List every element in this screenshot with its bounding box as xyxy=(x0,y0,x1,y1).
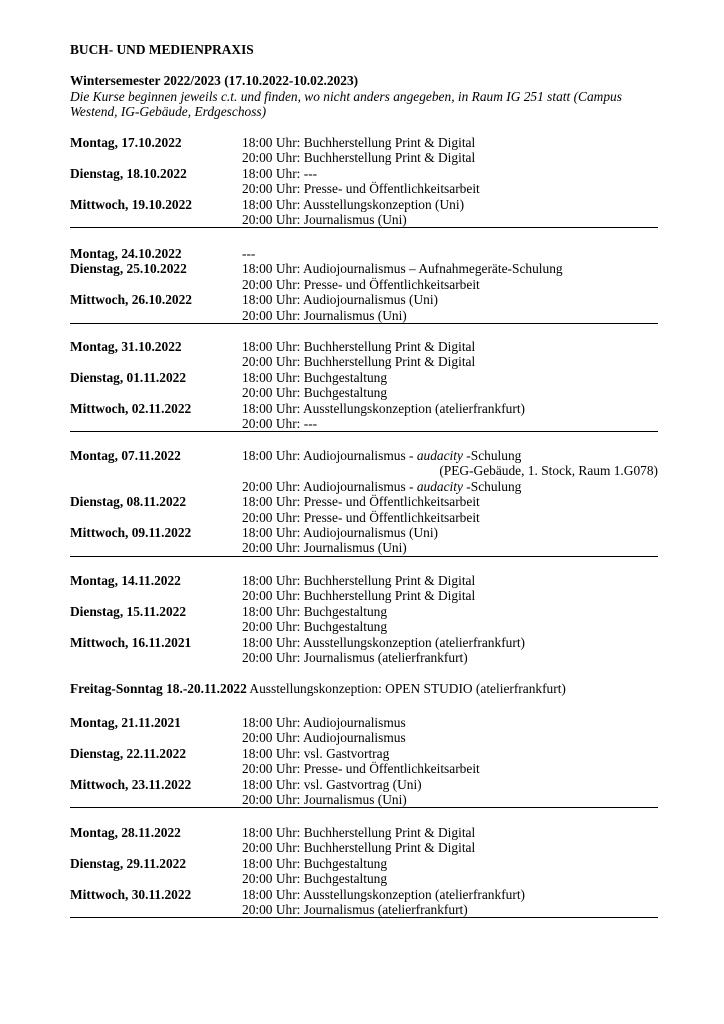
course-entry: 20:00 Uhr: Journalismus (Uni) xyxy=(242,212,407,228)
course-entry: 20:00 Uhr: Journalismus (Uni) xyxy=(242,540,407,556)
day-label: Mittwoch, 09.11.2022 xyxy=(70,525,192,541)
day-label: Montag, 17.10.2022 xyxy=(70,135,182,150)
course-entry: 20:00 Uhr: Presse- und Öffentlichkeitsarbeit xyxy=(242,509,480,525)
course-entry: 20:00 Uhr: --- xyxy=(242,416,318,432)
day-label: Mittwoch, 02.11.2022 xyxy=(70,400,192,416)
course-entry: 20:00 Uhr: Audiojournalismus xyxy=(242,730,406,746)
course-entry: 18:00 Uhr: Buchherstellung Print & Digital xyxy=(242,573,476,588)
special-event-line xyxy=(70,681,566,696)
day-entries xyxy=(242,825,658,856)
course-entry: 18:00 Uhr: Ausstellungskonzeption (atelierfrankfurt) xyxy=(242,634,525,650)
day-entries xyxy=(242,339,658,370)
week-block xyxy=(70,825,658,918)
week-block xyxy=(70,573,658,665)
course-entry: 18:00 Uhr: Buchherstellung Print & Digital xyxy=(242,135,476,150)
day-row xyxy=(70,746,658,777)
location-note: (PEG-Gebäude, 1. Stock, Raum 1.G078) xyxy=(439,463,658,479)
course-entry: 20:00 Uhr: Presse- und Öffentlichkeitsarbeit xyxy=(242,276,480,292)
course-entry: 20:00 Uhr: Buchherstellung Print & Digital xyxy=(242,150,476,166)
course-entry: 18:00 Uhr: Ausstellungskonzeption (Uni) xyxy=(242,196,465,212)
course-entry: 18:00 Uhr: vsl. Gastvortrag xyxy=(242,745,390,761)
course-entry: 20:00 Uhr: Presse- und Öffentlichkeitsarbeit xyxy=(242,761,480,777)
course-entry: 18:00 Uhr: Buchherstellung Print & Digital xyxy=(242,825,476,840)
day-row xyxy=(70,777,658,808)
day-entries xyxy=(242,401,658,432)
day-label: Dienstag, 15.11.2022 xyxy=(70,603,187,619)
day-entries xyxy=(242,448,658,494)
day-entries xyxy=(242,856,658,887)
day-label: Mittwoch, 30.11.2022 xyxy=(70,886,192,902)
course-entry xyxy=(242,448,658,463)
course-entry: 18:00 Uhr: --- xyxy=(242,165,318,181)
course-entry xyxy=(242,479,658,494)
day-label: Mittwoch, 26.10.2022 xyxy=(70,292,192,308)
day-entries xyxy=(242,135,658,166)
course-entry: 18:00 Uhr: Buchgestaltung xyxy=(242,855,388,871)
day-entries xyxy=(242,166,658,197)
course-note: Die Kurse beginnen jeweils c.t. und finden, wo nicht anders angegeben, in Raum IG 251 statt (Campus Westend, IG-Gebäude, Erdgeschoss) xyxy=(70,89,622,120)
day-row xyxy=(70,401,658,432)
course-entry-suffix: -Schulung xyxy=(462,448,522,463)
course-entry: 18:00 Uhr: Audiojournalismus xyxy=(242,715,406,730)
day-entries xyxy=(242,370,658,401)
course-entry: 18:00 Uhr: Ausstellungskonzeption (atelierfrankfurt) xyxy=(242,886,525,902)
week-block xyxy=(70,715,658,808)
course-entry: 20:00 Uhr: Buchherstellung Print & Digital xyxy=(242,840,476,856)
day-entries xyxy=(242,604,658,635)
day-row xyxy=(70,370,658,401)
day-row xyxy=(70,825,658,856)
course-entry: 20:00 Uhr: Journalismus (Uni) xyxy=(242,307,407,323)
course-entry: 18:00 Uhr: Presse- und Öffentlichkeitsarbeit xyxy=(242,494,480,510)
day-row xyxy=(70,135,658,166)
course-entry: 20:00 Uhr: Buchgestaltung xyxy=(242,385,388,401)
course-entry: 18:00 Uhr: Audiojournalismus (Uni) xyxy=(242,292,439,308)
day-row xyxy=(70,261,658,292)
course-entry-software: audacity xyxy=(416,448,463,463)
course-entry: 20:00 Uhr: Presse- und Öffentlichkeitsarbeit xyxy=(242,181,480,197)
course-entry: 18:00 Uhr: vsl. Gastvortrag (Uni) xyxy=(242,776,422,792)
course-entry: 20:00 Uhr: Buchgestaltung xyxy=(242,619,388,635)
day-entries xyxy=(242,246,658,261)
day-entries xyxy=(242,261,658,292)
day-row xyxy=(70,197,658,228)
day-row xyxy=(70,166,658,197)
day-row xyxy=(70,525,658,556)
course-entry: --- xyxy=(242,246,256,261)
day-row xyxy=(70,856,658,887)
day-label: Dienstag, 22.11.2022 xyxy=(70,745,187,761)
course-entry-text: 20:00 Uhr: Audiojournalismus - xyxy=(242,478,417,494)
day-entries xyxy=(242,292,658,323)
day-entries xyxy=(242,777,658,808)
semester-heading: Wintersemester 2022/2023 (17.10.2022-10.02.2023) xyxy=(70,73,359,88)
course-entry: 20:00 Uhr: Buchgestaltung xyxy=(242,871,388,887)
day-label: Dienstag, 18.10.2022 xyxy=(70,165,187,181)
special-event-date: Freitag-Sonntag 18.-20.11.2022 xyxy=(70,681,247,696)
special-event-text: Ausstellungskonzeption: OPEN STUDIO (atelierfrankfurt) xyxy=(246,681,566,696)
day-entries xyxy=(242,715,658,746)
day-entries xyxy=(242,197,658,228)
course-entry: 20:00 Uhr: Journalismus (Uni) xyxy=(242,792,407,808)
day-row xyxy=(70,494,658,525)
course-entry-suffix: -Schulung xyxy=(462,478,522,494)
day-entries xyxy=(242,887,658,918)
day-label: Mittwoch, 23.11.2022 xyxy=(70,776,192,792)
day-label: Mittwoch, 19.10.2022 xyxy=(70,196,192,212)
day-label: Dienstag, 25.10.2022 xyxy=(70,261,187,277)
day-label: Dienstag, 29.11.2022 xyxy=(70,855,187,871)
day-label: Montag, 28.11.2022 xyxy=(70,825,181,840)
course-entry: 20:00 Uhr: Journalismus (atelierfrankfurt) xyxy=(242,650,468,666)
course-entry: 20:00 Uhr: Buchherstellung Print & Digital xyxy=(242,354,476,370)
day-label: Mittwoch, 16.11.2021 xyxy=(70,634,192,650)
day-row xyxy=(70,887,658,918)
day-entries xyxy=(242,635,658,666)
day-label: Montag, 14.11.2022 xyxy=(70,573,181,588)
day-label: Montag, 07.11.2022 xyxy=(70,448,181,463)
week-block xyxy=(70,246,658,324)
course-entry-software: audacity xyxy=(416,478,463,494)
course-entry: 20:00 Uhr: Journalismus (atelierfrankfurt) xyxy=(242,902,468,918)
course-entry: 18:00 Uhr: Buchgestaltung xyxy=(242,603,388,619)
day-row xyxy=(70,292,658,323)
day-entries xyxy=(242,494,658,525)
week-block xyxy=(70,135,658,228)
course-entry: 18:00 Uhr: Ausstellungskonzeption (atelierfrankfurt) xyxy=(242,400,525,416)
document-title: BUCH- UND MEDIENPRAXIS xyxy=(70,42,254,57)
day-label: Montag, 21.11.2021 xyxy=(70,715,181,730)
course-entry: 18:00 Uhr: Buchgestaltung xyxy=(242,369,388,385)
course-entry: 18:00 Uhr: Audiojournalismus (Uni) xyxy=(242,525,439,541)
day-entries xyxy=(242,573,658,604)
day-row xyxy=(70,339,658,370)
day-label: Dienstag, 01.11.2022 xyxy=(70,369,187,385)
day-entries xyxy=(242,525,658,556)
day-label: Montag, 24.10.2022 xyxy=(70,246,182,261)
week-block xyxy=(70,339,658,432)
day-row xyxy=(70,715,658,746)
course-entry: 18:00 Uhr: Buchherstellung Print & Digital xyxy=(242,339,476,354)
day-label: Dienstag, 08.11.2022 xyxy=(70,494,187,510)
course-entry-text: 18:00 Uhr: Audiojournalismus - xyxy=(242,448,417,463)
course-entry: 18:00 Uhr: Audiojournalismus – Aufnahmegeräte-Schulung xyxy=(242,261,563,277)
day-row xyxy=(70,573,658,604)
day-entries xyxy=(242,746,658,777)
day-row xyxy=(70,604,658,635)
day-row xyxy=(70,246,658,261)
week-block xyxy=(70,448,658,557)
day-row xyxy=(70,635,658,666)
day-label: Montag, 31.10.2022 xyxy=(70,339,182,354)
day-row xyxy=(70,448,658,494)
course-entry: 20:00 Uhr: Buchherstellung Print & Digital xyxy=(242,588,476,604)
